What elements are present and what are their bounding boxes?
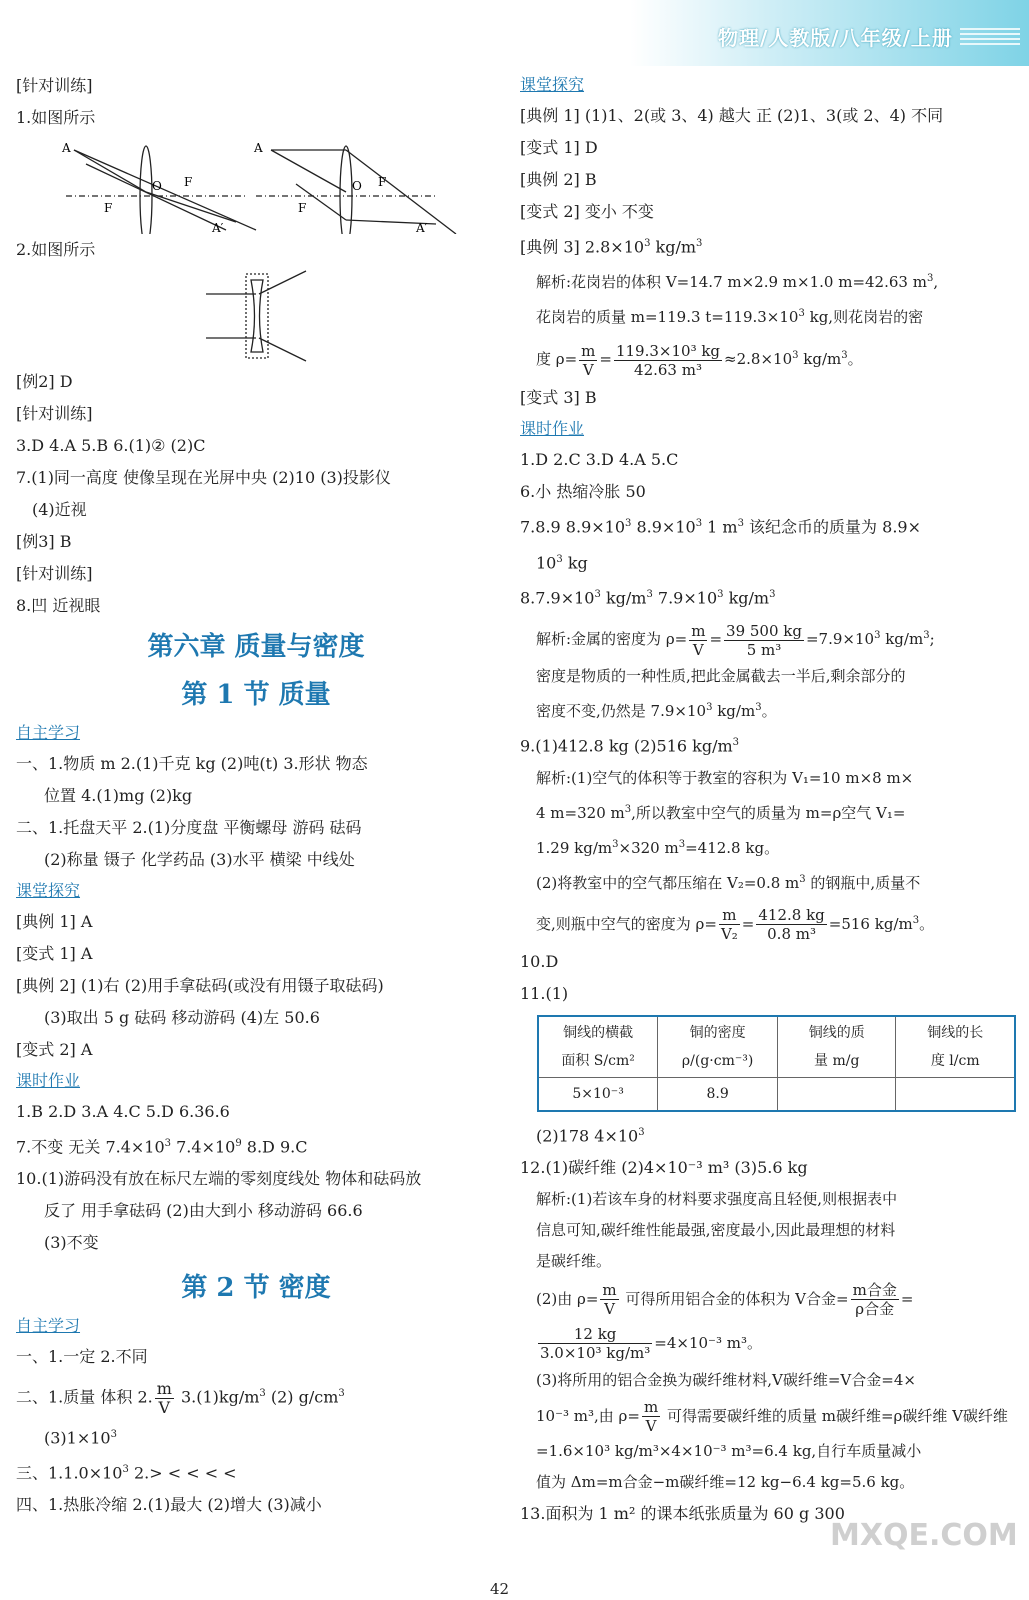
hw-12-explain-5: $\frac{12 kg}{\text{3.0×10³ kg/m³}}$ =4×10⁻³ m³。 [540,1325,762,1363]
r-variant-2: [变式 2] 变小 不变 [520,202,654,221]
hw-9-explain-3: 1.29 $kg/m^3\times 320$ $m^3=412.8$ kg。 [536,838,780,857]
data-table [538,1016,1015,1111]
header-decoration [960,28,1020,48]
class-explore-5: [变式 2] A [16,1040,93,1059]
label-a-1: A [62,141,71,155]
hw-9-explain-4: (2)将教室中的空气都压缩在 V₂=0.8 $m^3$ 的钢瓶中,质量不 [536,873,921,892]
class-explore-4: (3)取出 5 g 砝码 移动游码 (4)左 50.6 [44,1008,320,1027]
hw-12-explain-9: 值为 Δm=m合金−m碳纤维=12 kg−6.4 kg=5.6 kg。 [536,1472,915,1491]
s2-self-study-4: 三、$1.1.0\times 10^3$ 2.> < < < < [16,1463,237,1483]
table-header-cell: 铜线的横截 面积 S/cm² [539,1016,658,1077]
hw-12-explain-7: 10⁻³ m³,由 ρ= $\frac{m}{V}$ 可得需要碳纤维的质量 m碳纤维=ρ碳纤维 V碳纤维 [536,1398,1008,1436]
hw-12-explain-3: 是碳纤维。 [536,1251,612,1270]
hw-11-2: (2)178 $4\times 10^3$ [536,1125,645,1145]
hw-11: 11.(1) [520,983,569,1003]
class-explore-2: [变式 1] A [16,944,93,963]
table-header-cell: 铜线的质 量 m/g [778,1016,896,1077]
label-targeted-training-3: [针对训练] [16,564,93,583]
label-f-1a: F [184,175,193,189]
hw-12: 12.(1)碳纤维 (2)4×10⁻³ m³ (3)5.6 kg [520,1157,808,1177]
r-example-3: [典例 3] $2.8\times 10^3$ $kg/m^3$ [520,237,703,257]
hw-12-explain-4: (2)由 ρ= $\frac{m}{V}$ 可得所用铝合金的体积为 V合金= $\frac{\text{m合金}}{\text{ρ合金}}$ = [536,1281,914,1319]
section-2-title: 第 2 节 密度 [181,1273,331,1304]
answer-2: 2.如图所示 [16,240,96,259]
table-cell [778,1077,896,1110]
s2-self-study-1: 一、1.一定 2.不同 [16,1347,148,1367]
hw-8-explain-2: 密度是物质的一种性质,把此金属截去一半后,剩余部分的 [536,667,906,686]
hw-12-explain-2: 信息可知,碳纤维性能最强,密度最小,因此最理想的材料 [536,1220,896,1239]
table-cell [896,1077,1015,1110]
answer-8: 8.凹 近视眼 [16,596,101,615]
hw-12-explain-1: 解析:(1)若该车身的材料要求强度高且轻便,则根据表中 [536,1189,898,1208]
page-number: 42 [490,1580,510,1598]
hw-7: 7.8.9 $8.9\times 10^3$ $8.9\times 10^3$ 1 $m^3$ 该纪念币的质量为 8.9× [520,517,921,537]
table-row [539,1077,1015,1110]
table-cell: 8.9 [658,1077,778,1110]
homework-2: 7.不变 无关 $7.4\times 10^3$ $7.4\times 10^9$ 8.D 9.C [16,1137,308,1157]
homework-4: 反了 用手拿砝码 (2)由大到小 移动游码 66.6 [44,1201,363,1221]
left-column [16,70,496,1521]
label-targeted-training-2: [针对训练] [16,404,93,423]
example-3: [例3] B [16,532,72,551]
hw-8-explain-3: 密度不变,仍然是 $7.9\times 10^3$ $kg/m^3$。 [536,702,777,721]
hw-7-cont: $10^3$ kg [536,552,588,572]
hw-9-explain-1: 解析:(1)空气的体积等于教室的容积为 V₁=10 m×8 m× [536,768,914,787]
self-study-1: 一、1.物质 m 2.(1)千克 kg (2)吨(t) 3.形状 物态 [16,754,368,773]
table-header-row [539,1016,1015,1077]
section-self-study-2: 自主学习 [16,1316,81,1336]
hw-8: $8.7.9\times 10^3$ $kg/m^3$ $7.9\times 10^3$ $kg/m^3$ [520,588,776,608]
label-f-2a: F [378,175,387,189]
homework-3: 10.(1)游码没有放在标尺左端的零刻度线处 物体和砝码放 [16,1169,422,1189]
label-targeted-training: [针对训练] [16,76,93,95]
section-self-study: 自主学习 [16,723,81,742]
hw-13: 13.面积为 1 m² 的课本纸张质量为 60 g 300 [520,1503,845,1523]
class-explore-1: [典例 1] A [16,912,93,931]
section-1-title: 第 1 节 质量 [181,680,331,710]
self-study-3: 二、1.托盘天平 2.(1)分度盘 平衡螺母 游码 砝码 [16,818,362,837]
concave-lens-diagram [16,266,476,366]
section-homework-2: 课时作业 [520,419,585,439]
hw-9-explain-2: 4 m=320 $m^3$,所以教室中空气的质量为 m=ρ空气 V₁= [536,803,906,822]
hw-10: 10.D [520,951,559,971]
r-explain-3: 度 ρ= $\frac{m}{V}$ = $\frac{\text{119.3×10³ kg}}{\text{42.63 m³}}$ $\approx 2.8\times 10^3$ $kg/m^3$。 [536,341,863,379]
label-ap-1: A′ [212,221,224,234]
hw-1: 1.D 2.C 3.D 4.A 5.C [520,450,679,470]
answer-1: 1.如图所示 [16,108,96,127]
chapter-title: 第六章 质量与密度 [147,632,365,662]
label-a-2: A [254,141,263,155]
label-ap-2: A′ [416,221,428,234]
hw-8-explain: 解析:金属的密度为 ρ= $\frac{m}{V}$ = $\frac{39 500 kg}{\text{5 m³}}$ $=7.9\times 10^3$ $kg/m^3$; [536,621,935,659]
s2-self-study-2: 二、1.质量 体积 2. $\frac{m}{V}$ $3.(1)kg/m^3$ (2) $g/cm^3$ [16,1378,345,1417]
hw-9-explain-5: 变,则瓶中空气的密度为 ρ= $\frac{m}{\text{V₂}}$ = $\frac{412.8 kg}{\text{0.8 m³}}$ =516 $kg/m^3$。 [536,906,935,944]
r-explain-1: 解析:花岗岩的体积 V=14.7 m×2.9 m×1.0 m=42.63 $m^3$, [536,273,939,292]
label-o-2: O [352,179,362,193]
section-class-explore-2: 课堂探究 [520,75,585,94]
r-example-2: [典例 2] B [520,170,597,189]
example-2: [例2] D [16,372,73,391]
table-header-cell: 铜线的长 度 l/cm [896,1016,1015,1077]
class-explore-3: [典例 2] (1)右 (2)用手拿砝码(或没有用镊子取砝码) [16,976,384,995]
hw-12-explain-6: (3)将所用的铝合金换为碳纤维材料,V碳纤维=V合金=4× [536,1370,916,1389]
watermark: MXQE.COM [830,1518,1018,1553]
section-homework: 课时作业 [16,1071,81,1090]
r-variant-1: [变式 1] D [520,138,598,157]
table-header-cell: 铜的密度 ρ/(g·cm⁻³) [658,1016,778,1077]
homework-1: 1.B 2.D 3.A 4.C 5.D 6.36.6 [16,1102,230,1121]
answers-3-6: 3.D 4.A 5.B 6.(1)② (2)C [16,436,206,455]
self-study-2: 位置 4.(1)mg (2)kg [44,786,193,805]
r-variant-3: [变式 3] B [520,388,597,408]
label-o-1: O [152,179,162,193]
homework-5: (3)不变 [44,1233,99,1253]
section-class-explore: 课堂探究 [16,881,81,900]
table-cell: 5×10⁻³ [539,1077,658,1110]
s2-self-study-5: 四、1.热胀冷缩 2.(1)最大 (2)增大 (3)减小 [16,1495,322,1515]
hw-12-explain-8: =1.6×10³ kg/m³×4×10⁻³ m³=6.4 kg,自行车质量减小 [536,1441,922,1460]
hw-6: 6.小 热缩冷胀 50 [520,482,646,502]
s2-self-study-3: $(3)1\times 10^3$ [44,1427,117,1447]
label-f-1b: F [104,201,113,215]
lens-ray-diagram-1 [16,134,476,234]
answer-7-cont: (4)近视 [32,500,87,519]
r-explain-2: 花岗岩的质量 m=119.3 $t=119.3\times 10^3$ kg,则花岗岩的密 [536,308,924,327]
label-f-2b: F [298,201,307,215]
self-study-4: (2)称量 镊子 化学药品 (3)水平 横梁 中线处 [44,850,355,869]
answer-7: 7.(1)同一高度 使像呈现在光屏中央 (2)10 (3)投影仪 [16,468,391,487]
r-example-1: [典例 1] (1)1、2(或 3、4) 越大 正 (2)1、3(或 2、4) 不同 [520,106,944,125]
hw-9: 9.(1)412.8 kg (2)516 $kg/m^3$ [520,736,740,756]
right-column [520,70,1015,1530]
header-title: 物理/人教版/八年级/上册 [718,26,953,50]
